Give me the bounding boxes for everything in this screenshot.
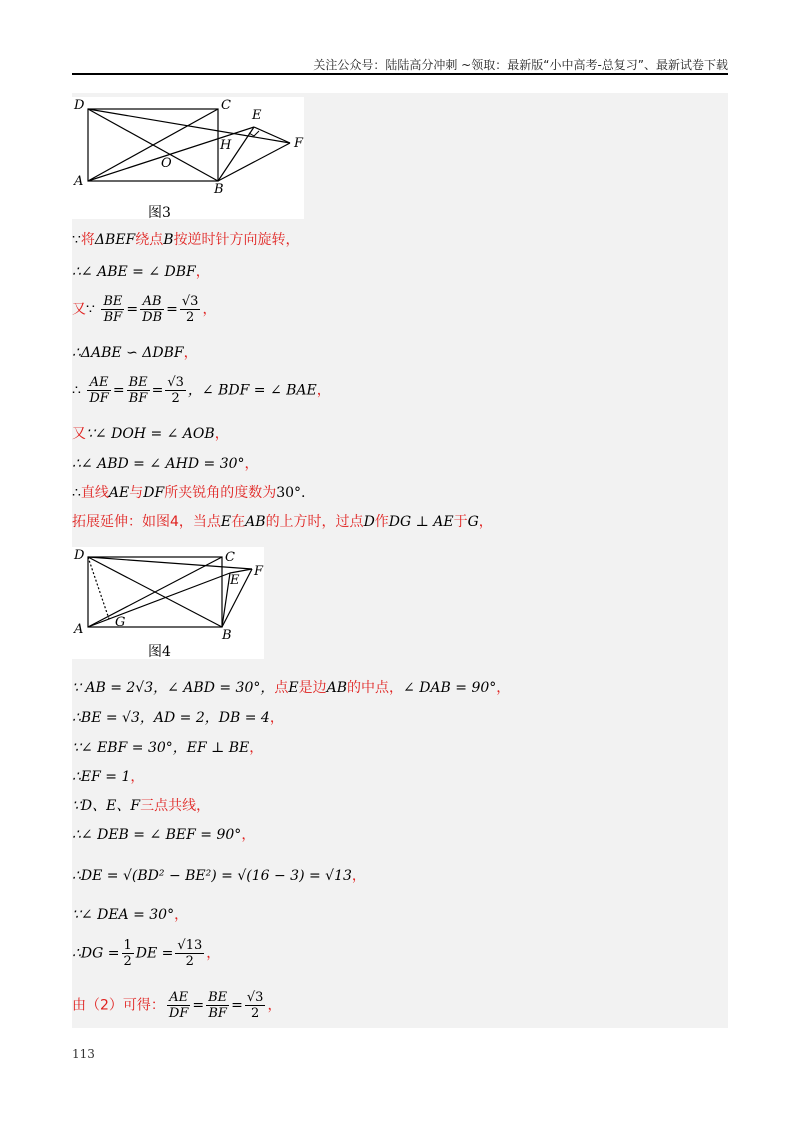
math: E (288, 680, 299, 696)
math: D (363, 514, 375, 530)
figure-3-diagram (72, 97, 304, 219)
math: ∴∠ ABE = ∠ DBF (72, 264, 196, 280)
line-3 (72, 294, 216, 325)
denominator: BF (208, 1006, 227, 1021)
math: DG ⊥ AE (388, 514, 454, 530)
math: DF (143, 485, 165, 501)
equals: = (126, 301, 139, 318)
math: AE (108, 485, 130, 501)
text: 绕点 (135, 232, 164, 248)
line-16 (72, 866, 366, 886)
label-H: H (220, 138, 232, 153)
line-14 (72, 796, 210, 816)
text: 拓展延伸：如图4，当点 (72, 514, 221, 530)
fraction (127, 375, 150, 406)
math: ∠ DAB = 90° (403, 680, 497, 696)
math: ∴∠ DEB = ∠ BEF = 90° (72, 827, 242, 843)
label-F: F (254, 564, 264, 579)
line-4 (72, 343, 198, 363)
punct: ， (195, 264, 210, 280)
denominator: 2 (186, 310, 195, 325)
label-D: D (74, 98, 85, 113)
punct: ， (130, 769, 145, 785)
numerator: AE (169, 990, 189, 1005)
punct: ， (174, 907, 189, 923)
because-symbol: ∵ (72, 232, 81, 248)
text: 又 (72, 301, 86, 318)
punct: ， (214, 426, 229, 442)
equals: = (112, 382, 125, 399)
line-5 (72, 375, 331, 406)
numerator: 1 (123, 938, 132, 953)
math: ∴BE = √3，AD = 2，DB = 4 (72, 710, 270, 726)
label-G: G (115, 615, 126, 630)
line-6 (72, 424, 229, 444)
line-18 (72, 938, 220, 969)
page-number: 113 (72, 1047, 95, 1061)
denominator: DF (168, 1006, 189, 1021)
denominator: 2 (171, 391, 180, 406)
line-17 (72, 905, 188, 925)
because-symbol: ∵ (86, 301, 95, 318)
equals: = (151, 382, 164, 399)
fraction (140, 294, 164, 325)
label-B: B (222, 628, 232, 643)
denominator: DB (142, 310, 163, 325)
punct: ， (183, 345, 198, 361)
text: 直线 (80, 485, 109, 501)
fraction (175, 938, 204, 969)
text: 的中点， (347, 680, 404, 696)
label-E: E (252, 108, 262, 123)
numerator: BE (103, 294, 123, 309)
label-E: E (230, 573, 240, 588)
line-2 (72, 262, 210, 282)
math: ∵ AB = 2√3，∠ ABD = 30°， (72, 680, 275, 696)
math: ∴DE = √(BD² − BE²) = √(16 − 3) = √13 (72, 868, 352, 884)
text: 是边 (298, 680, 327, 696)
line-7 (72, 454, 259, 474)
denominator: 2 (185, 954, 194, 969)
math: DE = (135, 945, 174, 962)
punct: ， (316, 382, 331, 399)
text: 由（2）可得： (72, 997, 165, 1014)
denominator: 2 (251, 1006, 260, 1021)
punct: ， (241, 827, 256, 843)
numerator: AB (142, 294, 162, 309)
text: 点 (274, 680, 289, 696)
numerator: √3 (181, 294, 199, 309)
equals: = (192, 997, 205, 1014)
label-A: A (74, 174, 84, 189)
punct: ， (267, 997, 282, 1014)
fraction (101, 294, 124, 325)
page-header: 关注公众号：陆陆高分冲刺 ~领取：最新版“小中高考-总复习”、最新试卷下载 (313, 58, 728, 72)
denominator: BF (103, 310, 123, 325)
fraction (245, 990, 266, 1021)
numerator: BE (128, 375, 148, 390)
therefore-symbol: ∴ (72, 485, 81, 501)
math: B (163, 232, 174, 248)
text: 的上方时，过点 (265, 514, 364, 530)
punct: ， (249, 740, 264, 756)
equals: = (231, 997, 243, 1014)
math: G (467, 514, 479, 530)
math: ∵∠ EBF = 30°，EF ⊥ BE (72, 740, 250, 756)
math: ∴∠ ABD = ∠ AHD = 30° (72, 456, 245, 472)
line-11 (72, 708, 284, 728)
fraction (122, 938, 134, 969)
denominator: 2 (123, 954, 132, 969)
punct: ， (206, 945, 221, 962)
math: 30° (276, 485, 302, 501)
label-C: C (225, 550, 235, 565)
line-12 (72, 738, 263, 758)
text: 将 (80, 232, 95, 248)
punct: ， (478, 514, 493, 530)
numerator: √13 (177, 938, 203, 953)
line-13 (72, 767, 144, 787)
punct: ， (351, 868, 366, 884)
line-1 (72, 230, 300, 250)
math: AB (245, 514, 266, 530)
fraction (167, 990, 190, 1021)
figure-3 (72, 97, 304, 219)
math: ∴EF = 1 (72, 769, 131, 785)
line-8 (72, 483, 306, 503)
text: 与 (129, 485, 144, 501)
text: 作 (374, 514, 389, 530)
punct: . (301, 485, 306, 501)
header-rule (72, 73, 728, 75)
figure-4-caption: 图4 (148, 644, 171, 660)
punct: ， (244, 456, 259, 472)
numerator: AE (89, 375, 109, 390)
text: 所夹锐角的度数为 (164, 485, 277, 501)
math: ∴ΔABE ∽ ΔDBF (72, 345, 184, 361)
math: ，∠ BDF = ∠ BAE (187, 382, 317, 399)
therefore-symbol: ∴ (72, 382, 81, 399)
numerator: BE (208, 990, 228, 1005)
label-B: B (214, 182, 224, 197)
denominator: DF (89, 391, 109, 406)
text: 三点共线， (140, 798, 211, 814)
fraction (87, 375, 110, 406)
fraction (206, 990, 229, 1021)
numerator: √3 (246, 990, 264, 1005)
figure-3-caption: 图3 (148, 205, 171, 221)
text: 按逆时针方向旋转， (173, 232, 300, 248)
denominator: BF (128, 391, 148, 406)
line-9 (72, 512, 493, 532)
equals: = (166, 301, 178, 318)
label-O: O (161, 156, 172, 171)
math: ∵∠ DEA = 30° (72, 907, 175, 923)
math: ΔBEF (94, 232, 136, 248)
line-15 (72, 825, 255, 845)
math: AB (326, 680, 348, 696)
label-D: D (74, 548, 85, 563)
math: ∵∠ DOH = ∠ AOB (86, 426, 215, 442)
text: 又 (72, 426, 86, 442)
line-10 (72, 678, 510, 698)
fraction (180, 294, 201, 325)
label-C: C (221, 98, 231, 113)
math: ∵D、E、F (72, 798, 141, 814)
punct: ， (269, 710, 284, 726)
numerator: √3 (167, 375, 184, 390)
text: 在 (231, 514, 246, 530)
punct: ， (202, 301, 217, 318)
label-F: F (294, 136, 304, 151)
math: ∴DG = (72, 945, 120, 962)
text: 于 (453, 514, 468, 530)
punct: ， (496, 680, 511, 696)
label-A: A (74, 622, 84, 637)
line-19 (72, 990, 281, 1021)
fraction (165, 375, 186, 406)
math: E (220, 514, 232, 530)
